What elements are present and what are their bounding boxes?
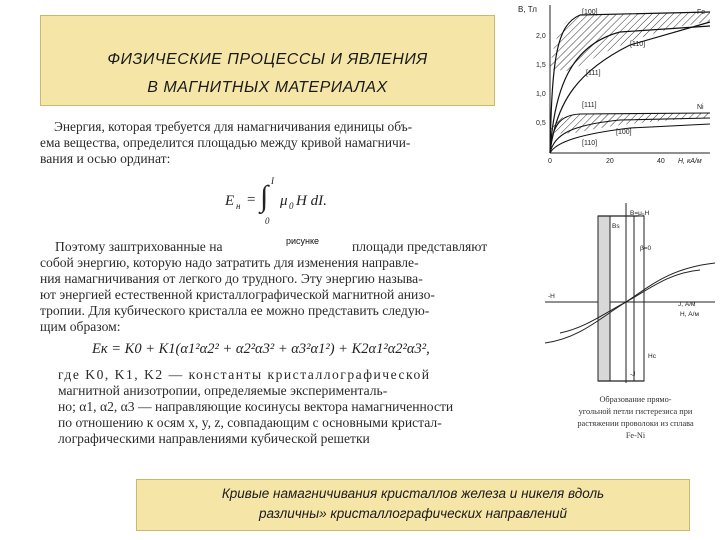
paragraph-3-line-3: но; α1, α2, α3 — направляющие косинусы вектора намагниченности — [58, 399, 454, 414]
paragraph-1-line-3: вания и осью ординат: — [40, 151, 171, 166]
summary-box — [136, 479, 690, 531]
graph1-ytick-0-5: 0,5 — [536, 120, 546, 127]
figure-label-overlay: рисунке — [283, 236, 322, 246]
graph1-xtick-0: 0 — [548, 158, 552, 165]
graph1-ni-label-110: [110] — [582, 140, 598, 147]
paragraph-2-line-2: собой энергию, которую надо затратить для изменения направле- — [40, 255, 419, 270]
graph1-xtick-40: 40 — [657, 158, 665, 165]
paragraph-2-line-1-right: площади представляют — [352, 239, 488, 254]
graph1-fe-label-110: [110] — [630, 41, 646, 48]
paragraph-2-line-4: ют энергией естественной кристаллографической магнитной анизо- — [40, 287, 435, 302]
graph1-ni-label: Ni — [697, 104, 704, 111]
hysteresis-loop-figure — [540, 198, 720, 388]
graph1-ylabel: B, Тл — [518, 5, 537, 14]
paragraph-3-line-4: по отношению к осям x, y, z, совпадающим с основными кристал- — [58, 415, 442, 430]
title-line-1: ФИЗИЧЕСКИЕ ПРОЦЕССЫ И ЯВЛЕНИЯ — [107, 51, 428, 68]
graph2-neg-h-label: -H — [548, 293, 555, 300]
graph2-h-label: H, А/м — [680, 311, 699, 318]
formula-lhs: E — [225, 193, 235, 209]
graph1-fe-label: Fe — [697, 9, 706, 16]
formula-eq: = — [247, 192, 256, 208]
figure-caption-line-4: Fe-Ni — [625, 431, 646, 440]
formula-energy — [225, 176, 345, 226]
graph1-ytick-1-5: 1,5 — [536, 62, 546, 69]
figure-caption-line-3: растяжении проволоки из сплава — [577, 419, 694, 428]
graph2-neg-j-label: -J — [630, 371, 636, 378]
paragraph-1-line-1: Энергия, которая требуется для намагничивания единицы объ- — [54, 119, 413, 134]
paragraph-3-line-1: где K0, K1, K2 — константы кристаллографической — [58, 367, 431, 382]
paragraph-2-line-3: ния намагничивания от легкого до трудного. Эту энергию называ- — [40, 271, 423, 286]
paragraph-2-line-6: щим образом: — [40, 319, 121, 334]
figure-caption-line-1: Образование прямо- — [599, 395, 672, 404]
formula-integral-bottom: 0 — [265, 216, 270, 226]
title-box — [40, 15, 495, 106]
graph2-top-label: B=μ₀H — [630, 210, 650, 217]
graph1-ytick-2-0: 2,0 — [536, 33, 546, 40]
graph1-xtick-20: 20 — [606, 158, 614, 165]
magnetization-curves-figure — [510, 0, 720, 170]
graph1-ni-label-111: [111] — [582, 102, 597, 109]
graph2-hc-label: Hc — [648, 353, 656, 360]
formula-rest: H dI. — [296, 193, 327, 209]
graph2-j-label: J, А/м — [678, 301, 696, 308]
paragraph-3-line-5: лографическими направлениями кубической решетки — [58, 431, 370, 446]
graph1-ni-label-100: [100] — [616, 129, 632, 136]
graph1-fe-label-111: [111] — [586, 70, 601, 77]
graph2-bs-label: Bs — [612, 223, 620, 230]
graph2-beta-label: β=0 — [640, 245, 652, 252]
summary-line-1: Кривые намагничивания кристаллов железа и никеля вдоль — [221, 486, 605, 501]
formula-lhs-sub: н — [236, 201, 241, 211]
graph2-loop-right — [634, 216, 644, 381]
formula-integrand-sub: 0 — [289, 201, 294, 211]
graph1-ytick-1-0: 1,0 — [536, 91, 546, 98]
graph1-xlabel: H, кА/м — [678, 158, 702, 165]
formula-anisotropy: Eк = K0 + K1(α1²α2² + α2²α3² + α3²α1²) + K2α1²α2²α3², — [92, 341, 430, 357]
formula-integrand: μ — [280, 193, 288, 209]
formula-integral-top: I — [271, 176, 274, 186]
paragraph-3-line-2: магнитной анизотропии, определяемые эксперименталь- — [58, 383, 388, 398]
paragraph-2-line-1-left: Поэтому заштрихованные на — [55, 239, 223, 254]
graph1-fe-label-100: [100] — [582, 9, 598, 16]
figure-caption-line-2: угольной петли гистерезиса при — [578, 407, 693, 416]
summary-line-2: различны» кристаллографических направлений — [258, 506, 568, 521]
title-line-2: В МАГНИТНЫХ МАТЕРИАЛАХ — [147, 79, 388, 96]
graph2-loop-left — [598, 216, 610, 381]
paragraph-2-line-5: тропии. Для кубического кристалла ее можно представить следую- — [40, 303, 430, 318]
integral-sign-icon: ∫ — [260, 180, 269, 213]
paragraph-1-line-2: ема вещества, определится площадью между кривой намагничи- — [40, 135, 411, 150]
